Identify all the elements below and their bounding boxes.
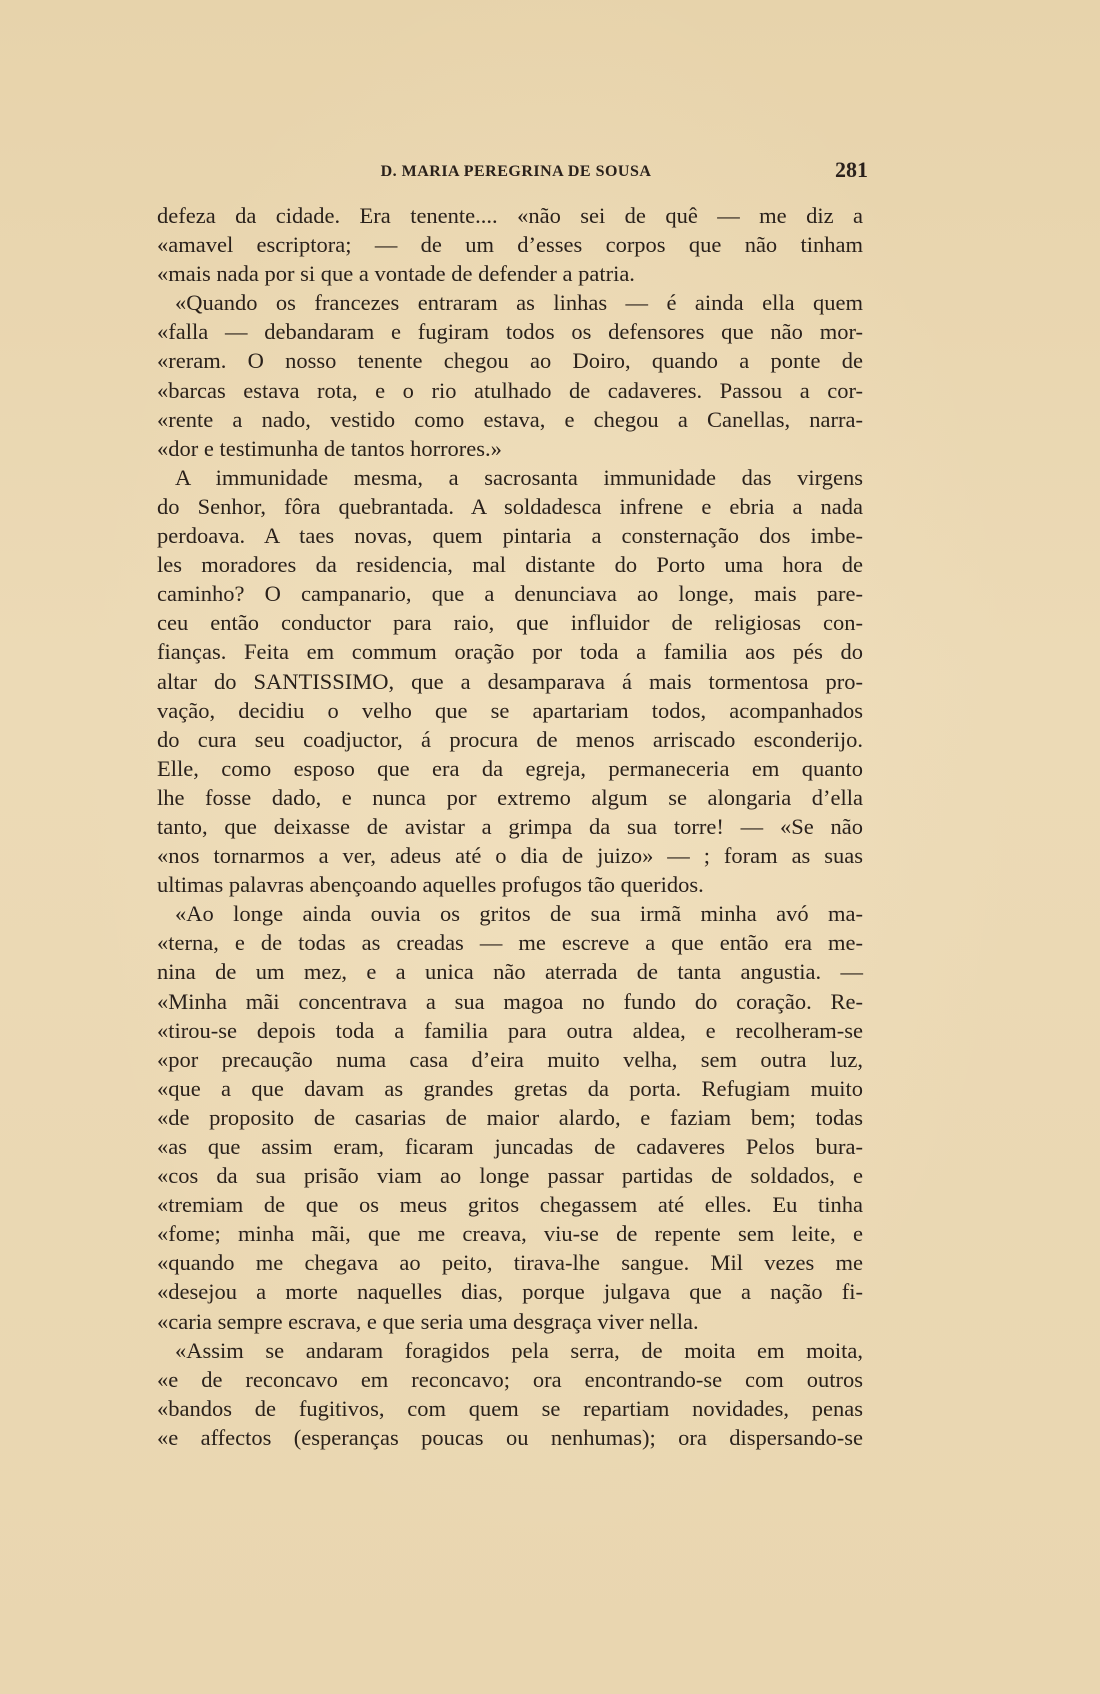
text-line: perdoava. A taes novas, quem pintaria a consternação dos imbe- <box>157 523 863 549</box>
text-line: «e affectos (esperanças poucas ou nenhumas); ora dispersando-se <box>157 1424 863 1450</box>
text-line: «quando me chegava ao peito, tirava-lhe sangue. Mil vezes me <box>157 1250 863 1276</box>
text-line: «bandos de fugitivos, com quem se repartiam novidades, penas <box>157 1395 863 1421</box>
body-text <box>157 201 863 1452</box>
text-line: «reram. O nosso tenente chegou ao Doiro, quando a ponte de <box>157 348 863 374</box>
text-line: «cos da sua prisão viam ao longe passar partidas de soldados, e <box>157 1163 863 1189</box>
text-line: «desejou a morte naquelles dias, porque julgava que a nação fi- <box>157 1279 863 1305</box>
text-line: vação, decidiu o velho que se apartariam todos, acompanhados <box>157 697 863 723</box>
text-line: caminho? O campanario, que a denunciava ao longe, mais pare- <box>157 581 863 607</box>
text-line: «de proposito de casarias de maior alardo, e faziam bem; todas <box>157 1104 863 1130</box>
text-line: nina de um mez, e a unica não aterrada de tanta angustia. — <box>157 959 863 985</box>
text-line: «fome; minha mãi, que me creava, viu-se de repente sem leite, e <box>157 1221 863 1247</box>
text-line: do cura seu coadjuctor, á procura de menos arriscado esconderijo. <box>157 726 863 752</box>
page-number: 281 <box>835 157 868 182</box>
text-line: «falla — debandaram e fugiram todos os defensores que não mor- <box>157 319 863 345</box>
text-line: defeza da cidade. Era tenente.... «não sei de quê — me diz a <box>157 203 863 228</box>
text-line: ceu então conductor para raio, que influidor de religiosas con- <box>157 610 863 636</box>
text-line: «dor e testimunha de tantos horrores.» <box>157 435 502 461</box>
text-line: «mais nada por si que a vontade de defender a patria. <box>157 261 635 287</box>
running-head: D. MARIA PEREGRINA DE SOUSA <box>380 163 652 180</box>
text-line: lhe fosse dado, e nunca por extremo algum se alongaria d’ella <box>157 784 863 810</box>
text-line: «terna, e de todas as creadas — me escreve a que então era me- <box>157 930 863 956</box>
text-line: les moradores da residencia, mal distante do Porto uma hora de <box>157 552 863 578</box>
text-line: «tremiam de que os meus gritos chegassem até elles. Eu tinha <box>157 1192 863 1218</box>
text-line: «Minha mãi concentrava a sua magoa no fundo do coração. Re- <box>157 988 863 1014</box>
text-line: do Senhor, fôra quebrantada. A soldadesca infrene e ebria a nada <box>157 493 863 519</box>
text-line: «Ao longe ainda ouvia os gritos de sua irmã minha avó ma- <box>175 901 863 927</box>
text-line: ultimas palavras abençoando aquelles profugos tão queridos. <box>157 872 704 898</box>
text-line: «rente a nado, vestido como estava, e chegou a Canellas, narra- <box>157 406 863 432</box>
text-line: «por precaução numa casa d’eira muito velha, sem outra luz, <box>157 1046 863 1072</box>
text-line: «barcas estava rota, e o rio atulhado de cadaveres. Passou a cor- <box>157 377 863 403</box>
text-line: «Quando os francezes entraram as linhas — é ainda ella quem <box>175 290 863 316</box>
text-line: «que a que davam as grandes gretas da porta. Refugiam muito <box>157 1075 863 1101</box>
text-line: A immunidade mesma, a sacrosanta immunidade das virgens <box>175 464 863 490</box>
text-line: «tirou-se depois toda a familia para outra aldea, e recolheram-se <box>157 1017 863 1043</box>
text-line: «amavel escriptora; — de um d’esses corpos que não tinham <box>157 232 863 258</box>
text-line: Elle, como esposo que era da egreja, permaneceria em quanto <box>157 755 863 781</box>
text-line: tanto, que deixasse de avistar a grimpa da sua torre! — «Se não <box>157 813 863 839</box>
text-line: «caria sempre escrava, e que seria uma desgraça viver nella. <box>157 1308 699 1334</box>
page-header <box>156 157 876 187</box>
text-line: «nos tornarmos a ver, adeus até o dia de juizo» — ; foram as suas <box>157 843 863 869</box>
text-line: «Assim se andaram foragidos pela serra, de moita em moita, <box>175 1337 863 1363</box>
text-line: altar do SANTISSIMO, que a desamparava á mais tormentosa pro- <box>157 668 863 694</box>
text-line: «as que assim eram, ficaram juncadas de cadaveres Pelos bura- <box>157 1134 863 1159</box>
text-line: «e de reconcavo em reconcavo; ora encontrando-se com outros <box>157 1366 863 1392</box>
text-line: fianças. Feita em commum oração por toda a familia aos pés do <box>157 639 863 665</box>
